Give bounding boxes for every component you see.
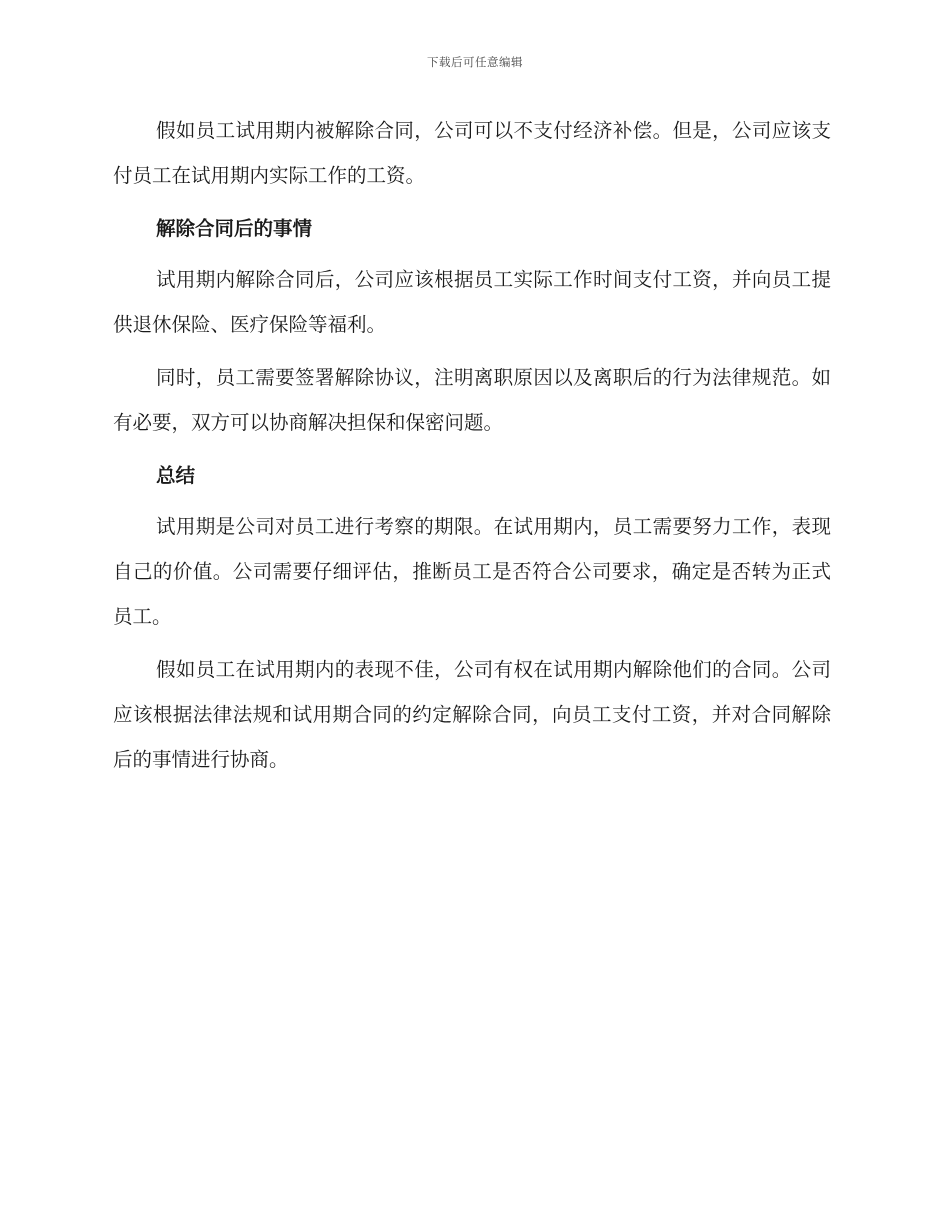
page-header-note: 下载后可任意编辑 bbox=[427, 55, 523, 69]
paragraph-termination-agreement: 同时，员工需要签署解除协议，注明离职原因以及离职后的行为法律规范。如有必要，双方可以协商解决担保和保密问题。 bbox=[113, 366, 831, 434]
paragraph-wage-benefits: 试用期内解除合同后，公司应该根据员工实际工作时间支付工资，并向员工提供退休保险、医疗保险等福利。 bbox=[113, 268, 831, 336]
section-heading-summary: 总结 bbox=[156, 464, 196, 487]
section-heading-after-termination: 解除合同后的事情 bbox=[156, 217, 313, 240]
paragraph-probation-termination: 假如员工试用期内被解除合同，公司可以不支付经济补偿。但是，公司应该支付员工在试用期内实际工作的工资。 bbox=[113, 119, 831, 187]
paragraph-probation-summary: 试用期是公司对员工进行考察的期限。在试用期内，员工需要努力工作，表现自己的价值。公司需要仔细评估，推断员工是否符合公司要求，确定是否转为正式员工。 bbox=[113, 515, 831, 628]
document-body bbox=[113, 108, 831, 790]
paragraph-poor-performance: 假如员工在试用期内的表现不佳，公司有权在试用期内解除他们的合同。公司应该根据法律法规和试用期合同的约定解除合同，向员工支付工资，并对合同解除后的事情进行协商。 bbox=[113, 658, 831, 771]
